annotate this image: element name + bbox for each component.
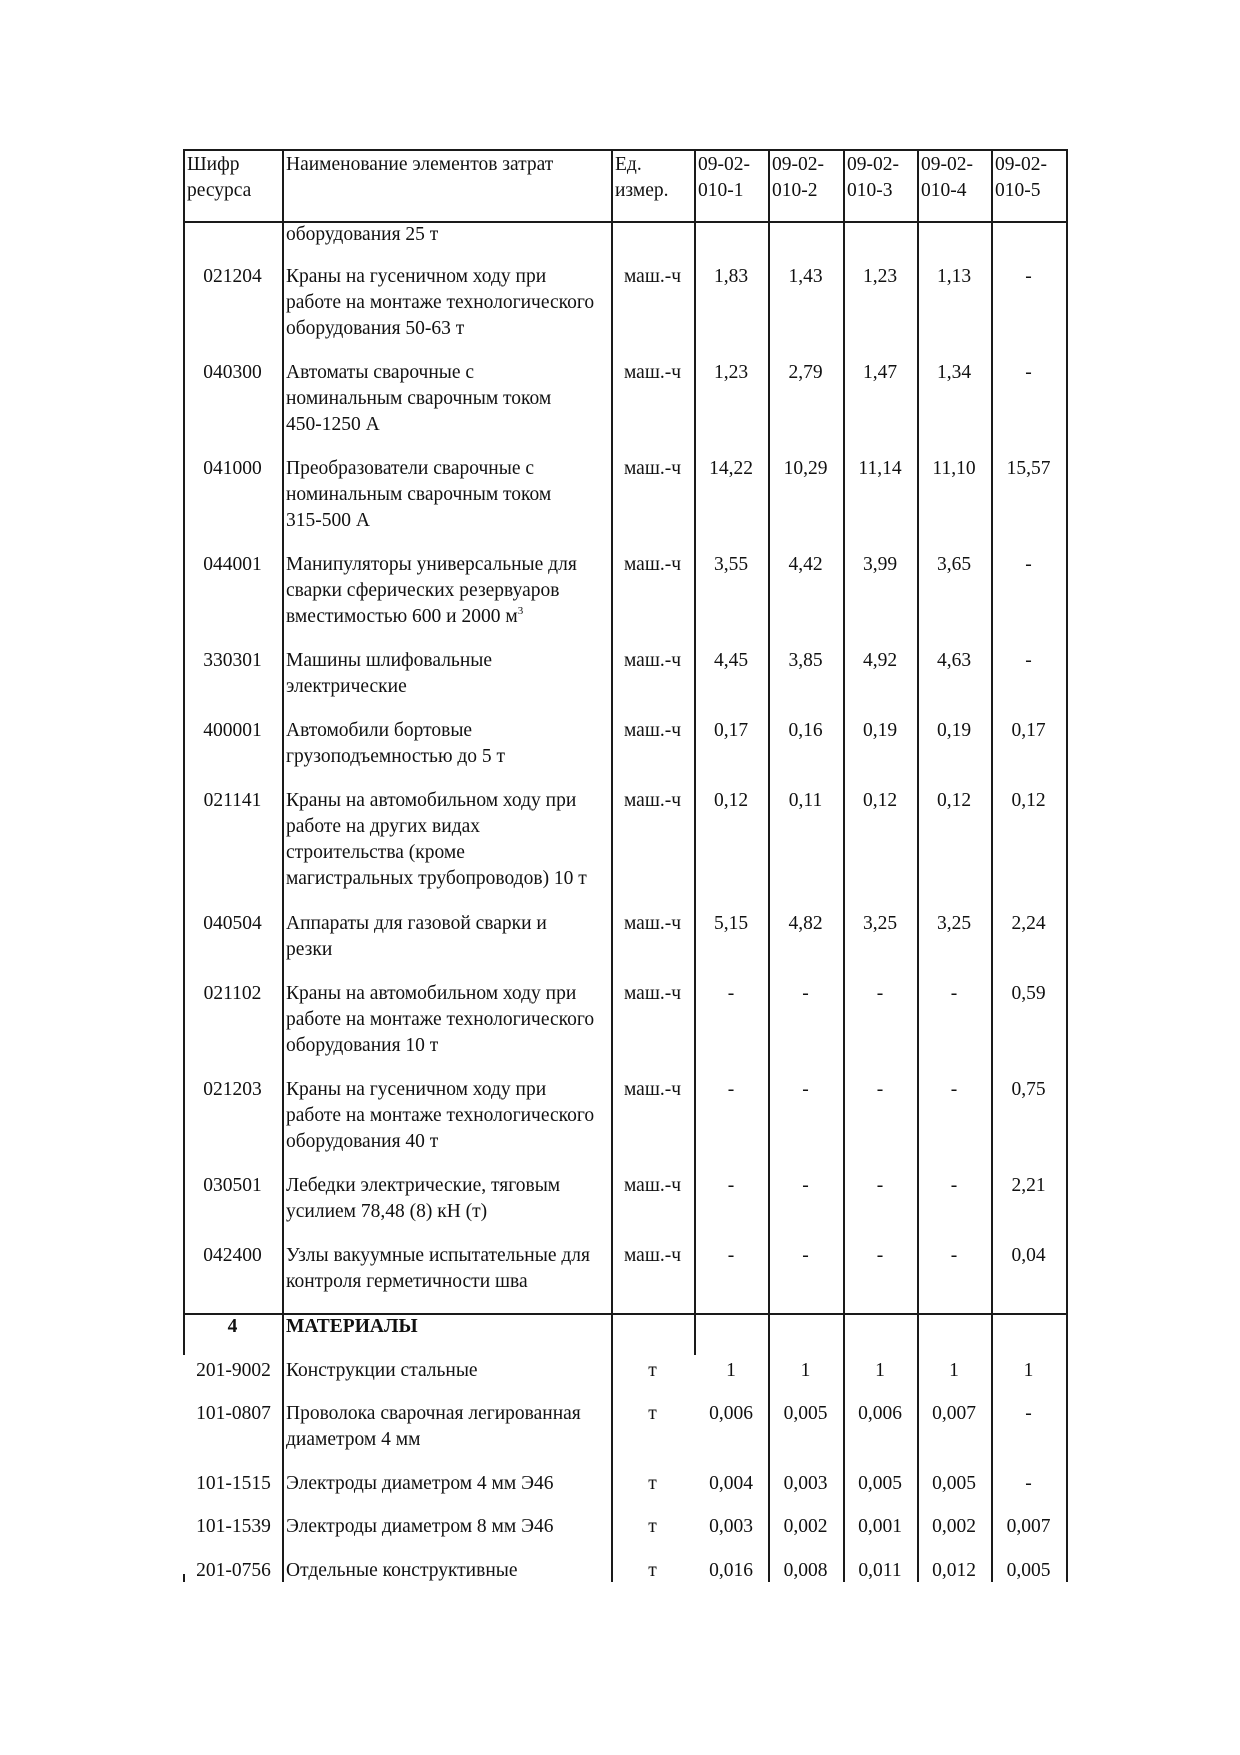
value-cell: 0,005 [858, 1473, 902, 1494]
value-cell: - [1025, 266, 1032, 287]
value-cell: 11,14 [858, 458, 902, 479]
resource-name: Краны на гусеничном ходу при [286, 1079, 547, 1100]
value-cell: 1,83 [713, 266, 749, 287]
value-cell: 0,005 [932, 1473, 976, 1494]
value-cell: 0,12 [862, 790, 898, 811]
resource-name: Машины шлифовальные [286, 650, 493, 671]
value-cell: 0,04 [1011, 1245, 1046, 1266]
value-cell: 14,22 [709, 458, 753, 479]
resource-name: усилием 78,48 (8) кН (т) [286, 1201, 488, 1222]
value-cell: 0,001 [858, 1516, 902, 1537]
resource-name: Отдельные конструктивные [286, 1560, 518, 1581]
unit-cell: маш.-ч [623, 1175, 682, 1196]
resource-code: 101-1515 [196, 1473, 271, 1494]
unit-cell: маш.-ч [623, 720, 682, 741]
value-cell: 15,57 [1006, 458, 1051, 479]
value-cell: 0,12 [1011, 790, 1046, 811]
header-column: 09-02- [772, 154, 824, 175]
resource-name: сварки сферических резервуаров [286, 580, 560, 601]
value-cell: 0,002 [783, 1516, 828, 1537]
value-cell: 0,011 [858, 1560, 902, 1581]
resource-name: диаметром 4 мм [286, 1429, 421, 1450]
value-cell: 0,12 [936, 790, 972, 811]
value-cell: 2,79 [788, 362, 823, 383]
resource-code: 044001 [203, 554, 262, 575]
value-cell: 0,007 [932, 1403, 976, 1424]
resource-name: Аппараты для газовой сварки и [286, 913, 547, 934]
value-cell: 1 [949, 1360, 959, 1381]
value-cell: 11,10 [932, 458, 976, 479]
value-cell: 0,006 [858, 1403, 902, 1424]
resource-code: 042400 [203, 1245, 262, 1266]
column-border [611, 1313, 613, 1582]
value-cell: - [876, 1079, 884, 1100]
value-cell: 4,42 [788, 554, 823, 575]
header-unit: Ед. [615, 154, 642, 175]
resource-name: Краны на автомобильном ходу при [286, 983, 577, 1004]
header-unit: измер. [615, 180, 669, 201]
value-cell: 3,25 [936, 913, 972, 934]
resource-code: 021203 [203, 1079, 262, 1100]
value-cell: 4,82 [788, 913, 823, 934]
value-cell: - [802, 983, 809, 1004]
value-cell: 1,47 [862, 362, 898, 383]
resource-name: номинальным сварочным током [286, 388, 552, 409]
value-cell: 4,63 [936, 650, 972, 671]
column-border [991, 1313, 993, 1582]
column-border [1066, 149, 1068, 1315]
value-cell: 10,29 [783, 458, 828, 479]
resource-name: грузоподъемностью до 5 т [286, 746, 506, 767]
unit-cell: маш.-ч [623, 458, 682, 479]
value-cell: - [1025, 1403, 1032, 1424]
resource-name: Краны на автомобильном ходу при [286, 790, 577, 811]
header-column: 010-2 [772, 180, 818, 201]
value-cell: 0,12 [713, 790, 749, 811]
resource-name: работе на монтаже технологического [286, 1009, 595, 1030]
header-column: 010-3 [847, 180, 893, 201]
resource-name: Автомобили бортовые [286, 720, 473, 741]
resource-name: электрические [286, 676, 407, 697]
value-cell: 1,23 [713, 362, 749, 383]
value-cell: 4,92 [862, 650, 898, 671]
value-cell: 0,008 [783, 1560, 828, 1581]
value-cell: - [876, 1175, 884, 1196]
resource-code: 041000 [203, 458, 262, 479]
value-cell: 1 [726, 1360, 736, 1381]
resource-code: 040300 [203, 362, 262, 383]
value-cell: 3,65 [936, 554, 972, 575]
value-cell: 1,13 [936, 266, 972, 287]
header-name: Наименование элементов затрат [286, 154, 554, 175]
resource-name: номинальным сварочным током [286, 484, 552, 505]
column-border [694, 1313, 696, 1355]
resource-name: оборудования 40 т [286, 1131, 439, 1152]
value-cell: 0,016 [709, 1560, 753, 1581]
resource-name: Краны на гусеничном ходу при [286, 266, 547, 287]
value-cell: 0,003 [783, 1473, 828, 1494]
name-continuation: оборудования 25 т [286, 224, 439, 245]
value-cell: 1,43 [788, 266, 823, 287]
column-border [1066, 1313, 1068, 1582]
value-cell: 4,45 [713, 650, 749, 671]
header-code: Шифр [187, 154, 240, 175]
value-cell: - [950, 1079, 958, 1100]
value-cell: 0,007 [1006, 1516, 1051, 1537]
value-cell: 3,25 [862, 913, 898, 934]
value-cell: 3,85 [788, 650, 823, 671]
value-cell: - [876, 983, 884, 1004]
resource-code: 021141 [203, 790, 262, 811]
resource-name: Лебедки электрические, тяговым [286, 1175, 561, 1196]
value-cell: - [1025, 362, 1032, 383]
value-cell: - [802, 1175, 809, 1196]
resource-code: 021204 [203, 266, 262, 287]
resource-code: 030501 [203, 1175, 262, 1196]
column-border [843, 1313, 845, 1582]
resource-name: Узлы вакуумные испытательные для [286, 1245, 590, 1266]
resource-name: 450-1250 А [286, 414, 380, 435]
header-code: ресурса [187, 180, 252, 201]
value-cell: 5,15 [713, 913, 749, 934]
header-column: 010-5 [995, 180, 1041, 201]
value-cell: - [727, 983, 735, 1004]
resource-name: 315-500 А [286, 510, 370, 531]
unit-cell: маш.-ч [623, 1245, 682, 1266]
unit-cell: маш.-ч [623, 362, 682, 383]
header-column: 010-4 [921, 180, 967, 201]
unit-cell: маш.-ч [623, 983, 682, 1004]
value-cell: 0,005 [783, 1403, 828, 1424]
resource-name: Конструкции стальные [286, 1360, 478, 1381]
value-cell: 0,003 [709, 1516, 753, 1537]
value-cell: 3,99 [862, 554, 898, 575]
unit-cell: т [648, 1560, 657, 1581]
resource-code: 400001 [203, 720, 262, 741]
resource-name: работе на монтаже технологического [286, 292, 595, 313]
header-column: 09-02- [995, 154, 1047, 175]
value-cell: 0,19 [862, 720, 898, 741]
value-cell: 3,55 [713, 554, 749, 575]
value-cell: 0,012 [932, 1560, 976, 1581]
unit-cell: маш.-ч [623, 650, 682, 671]
resource-name: контроля герметичности шва [286, 1271, 528, 1292]
resource-code: 201-0756 [196, 1560, 271, 1581]
value-cell: 2,24 [1011, 913, 1046, 934]
value-cell: 1 [875, 1360, 885, 1381]
value-cell: 2,21 [1011, 1175, 1046, 1196]
column-border [282, 1313, 284, 1582]
value-cell: - [727, 1175, 735, 1196]
value-cell: 0,19 [936, 720, 972, 741]
value-cell: - [1025, 1473, 1032, 1494]
value-cell: 0,004 [709, 1473, 753, 1494]
value-cell: - [1025, 554, 1032, 575]
header-column: 09-02- [921, 154, 973, 175]
unit-cell: маш.-ч [623, 1079, 682, 1100]
unit-cell: т [648, 1403, 657, 1424]
value-cell: - [802, 1245, 809, 1266]
resource-name: Преобразователи сварочные с [286, 458, 535, 479]
unit-cell: т [648, 1516, 657, 1537]
resource-name: Проволока сварочная легированная [286, 1403, 581, 1424]
value-cell: - [950, 1245, 958, 1266]
resource-code: 040504 [203, 913, 262, 934]
resource-name: Электроды диаметром 4 мм Э46 [286, 1473, 554, 1494]
resource-name: Электроды диаметром 8 мм Э46 [286, 1516, 554, 1537]
value-cell: - [727, 1245, 735, 1266]
resource-code: 101-1539 [196, 1516, 271, 1537]
column-border [917, 1313, 919, 1582]
resource-name: оборудования 10 т [286, 1035, 439, 1056]
value-cell: 0,17 [713, 720, 749, 741]
resource-name: работе на монтаже технологического [286, 1105, 595, 1126]
value-cell: 0,59 [1011, 983, 1046, 1004]
resource-name: магистральных трубопроводов) 10 т [286, 868, 587, 889]
column-border [282, 149, 284, 1315]
resource-name: оборудования 50-63 т [286, 318, 465, 339]
value-cell: - [950, 983, 958, 1004]
resource-name: резки [286, 939, 333, 960]
resource-name: Автоматы сварочные с [286, 362, 475, 383]
header-column: 09-02- [698, 154, 750, 175]
resource-code: 021102 [203, 983, 262, 1004]
value-cell: 0,005 [1006, 1560, 1051, 1581]
value-cell: 1,23 [862, 266, 898, 287]
header-column: 09-02- [847, 154, 899, 175]
resource-name: Манипуляторы универсальные для [286, 554, 577, 575]
value-cell: - [876, 1245, 884, 1266]
value-cell: 1 [1023, 1360, 1034, 1381]
value-cell: 0,11 [788, 790, 823, 811]
value-cell: 0,16 [788, 720, 823, 741]
value-cell: 0,002 [932, 1516, 976, 1537]
unit-cell: маш.-ч [623, 266, 682, 287]
section-number: 4 [227, 1316, 238, 1337]
unit-cell: маш.-ч [623, 913, 682, 934]
resource-name: вместимостью 600 и 2000 $м^3$ [286, 604, 524, 627]
unit-cell: маш.-ч [623, 554, 682, 575]
value-cell: 0,006 [709, 1403, 753, 1424]
value-cell: - [727, 1079, 735, 1100]
resource-code: 201-9002 [196, 1360, 271, 1381]
resource-code: 330301 [203, 650, 262, 671]
unit-cell: маш.-ч [623, 790, 682, 811]
unit-cell: т [648, 1473, 657, 1494]
resource-name: работе на других видах [286, 816, 481, 837]
resource-name: строительства (кроме [286, 842, 465, 863]
value-cell: - [802, 1079, 809, 1100]
value-cell: 0,17 [1011, 720, 1046, 741]
superscript: 3 [517, 604, 524, 617]
value-cell: 0,75 [1011, 1079, 1046, 1100]
header-column: 010-1 [698, 180, 744, 201]
value-cell: 1 [800, 1360, 811, 1381]
section-title: МАТЕРИАЛЫ [286, 1316, 418, 1337]
column-border [768, 1313, 770, 1582]
table-top-border [183, 149, 1068, 151]
value-cell: - [950, 1175, 958, 1196]
unit-cell: т [648, 1360, 657, 1381]
value-cell: - [1025, 650, 1032, 671]
resource-code: 101-0807 [196, 1403, 271, 1424]
value-cell: 1,34 [936, 362, 972, 383]
